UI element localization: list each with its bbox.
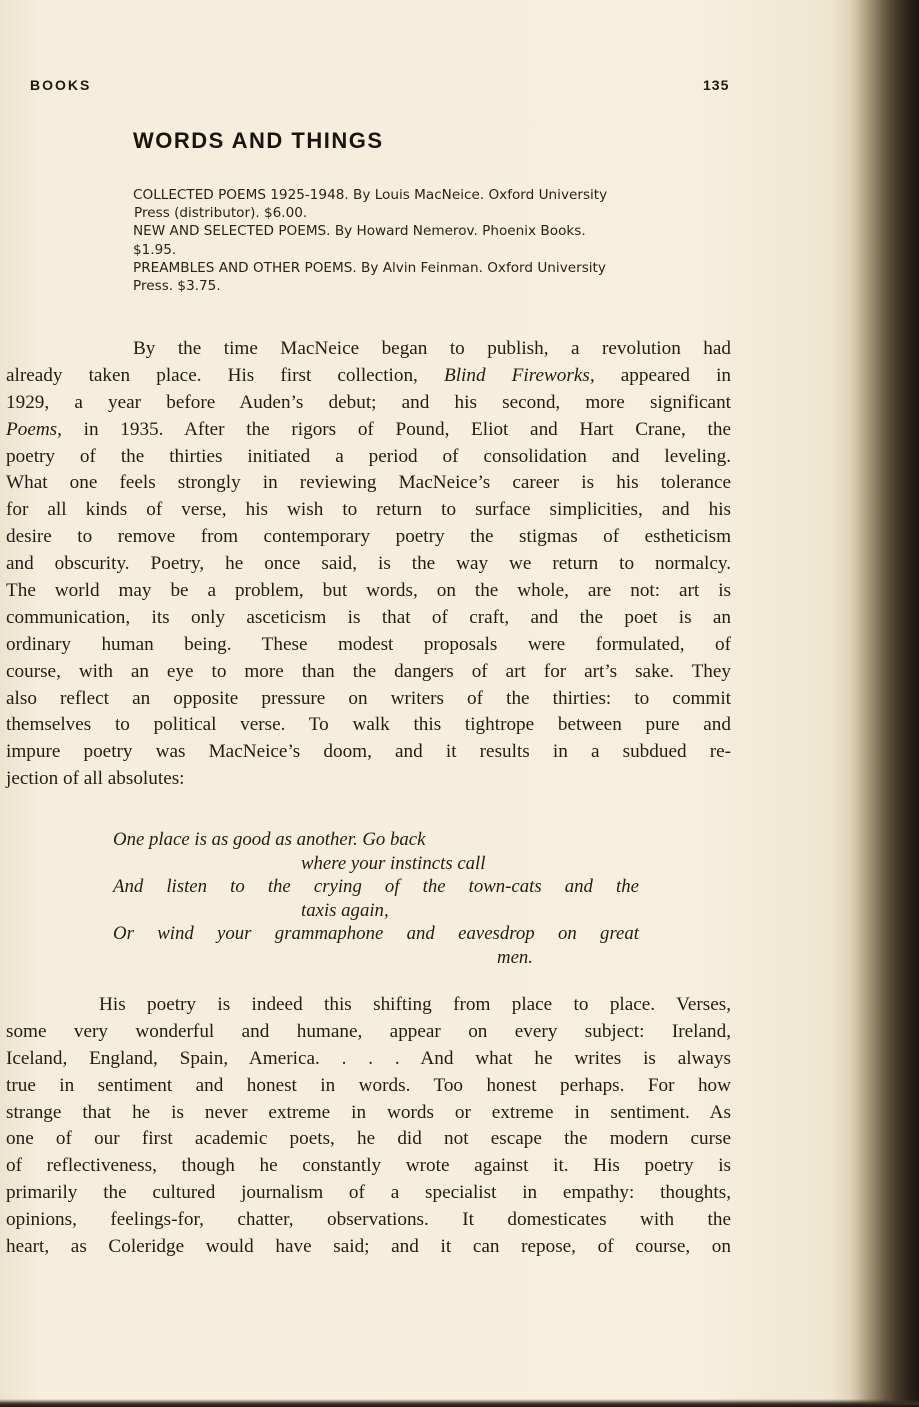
- running-head-section: BOOKS: [30, 77, 92, 93]
- text-line: one of our first academic poets, he did not escape the modern curse: [6, 1128, 731, 1150]
- text-line: Poems, in 1935. After the rigors of Pound, Eliot and Hart Crane, the: [6, 418, 731, 440]
- text-line: course, with an eye to more than the dangers of art for art’s sake. They: [6, 660, 731, 682]
- verse-line: One place is as good as another. Go back: [113, 829, 426, 850]
- text-line: By the time MacNeice began to publish, a revolution had: [133, 338, 731, 359]
- text-line: 1929, a year before Auden’s debut; and his second, more significant: [6, 391, 731, 413]
- verse-quotation: [113, 828, 653, 969]
- text-line: heart, as Coleridge would have said; and it can repose, of course, on: [6, 1236, 731, 1258]
- verse-line: And listen to the crying of the town-cats and the: [113, 876, 639, 897]
- verse-line: Or wind your grammaphone and eavesdrop on great: [113, 923, 639, 944]
- text-line: themselves to political verse. To walk this tightrope between pure and: [6, 714, 731, 736]
- paragraph-1: [6, 336, 731, 793]
- verse-line: men.: [497, 946, 533, 968]
- verse-line: where your instincts call: [301, 852, 486, 874]
- text-line: for all kinds of verse, his wish to return to surface simplicities, and his: [6, 499, 731, 521]
- text-line: already taken place. His first collection, Blind Fireworks, appeared in: [6, 364, 732, 386]
- text-line: true in sentiment and honest in words. Too honest perhaps. For how: [6, 1074, 731, 1096]
- text-line: and obscurity. Poetry, he once said, is the way we return to normalcy.: [6, 553, 731, 575]
- verse-line: taxis again,: [301, 899, 389, 921]
- book-title-italic: Blind Fireworks,: [443, 364, 595, 386]
- text-line: opinions, feelings-for, chatter, observations. It domesticates with the: [6, 1209, 731, 1231]
- book-entry-line: Press. $3.75.: [133, 278, 221, 295]
- paragraph-2: [6, 992, 731, 1261]
- page-number: 135: [703, 77, 730, 93]
- book-title-italic: Poems,: [6, 418, 62, 440]
- book-entry-line: $1.95.: [133, 241, 177, 258]
- text-line: communication, its only asceticism is that of craft, and the poet is an: [6, 606, 731, 628]
- text-line: of reflectiveness, though he constantly wrote against it. His poetry is: [6, 1155, 731, 1177]
- text-line: some very wonderful and humane, appear on every subject: Ireland,: [6, 1020, 731, 1042]
- book-entry-line: NEW AND SELECTED POEMS. By Howard Nemerov. Phoenix Books.: [133, 223, 586, 240]
- page-bottom-edge: [0, 1399, 919, 1407]
- text-line: What one feels strongly in reviewing MacNeice’s career is his tolerance: [6, 472, 731, 494]
- book-entry-line: COLLECTED POEMS 1925-1948. By Louis MacNeice. Oxford University: [133, 187, 608, 203]
- text-line: desire to remove from contemporary poetry the stigmas of estheticism: [6, 526, 731, 548]
- book-entry-line: Press (distributor). $6.00.: [134, 205, 308, 222]
- books-reviewed-list: [133, 186, 733, 295]
- text-line: primarily the cultured journalism of a specialist in empathy: thoughts,: [6, 1182, 731, 1204]
- text-line: Iceland, England, Spain, America. . . . And what he writes is always: [6, 1047, 731, 1069]
- text-line: strange that he is never extreme in words or extreme in sentiment. As: [6, 1101, 731, 1123]
- text-line: The world may be a problem, but words, on the whole, are not: art is: [6, 580, 731, 602]
- article-title: WORDS AND THINGS: [133, 128, 384, 153]
- text-line: jection of all absolutes:: [6, 768, 185, 790]
- text-line: ordinary human being. These modest proposals were formulated, of: [6, 633, 731, 655]
- text-line: His poetry is indeed this shifting from place to place. Verses,: [99, 994, 731, 1015]
- text-line: poetry of the thirties initiated a period of consolidation and leveling.: [6, 445, 731, 467]
- text-line: also reflect an opposite pressure on writers of the thirties: to commit: [6, 687, 731, 709]
- text-line: impure poetry was MacNeice’s doom, and it results in a subdued re-: [6, 741, 731, 763]
- book-entry-line: PREAMBLES AND OTHER POEMS. By Alvin Feinman. Oxford University: [133, 259, 606, 276]
- binding-shadow: [849, 0, 919, 1407]
